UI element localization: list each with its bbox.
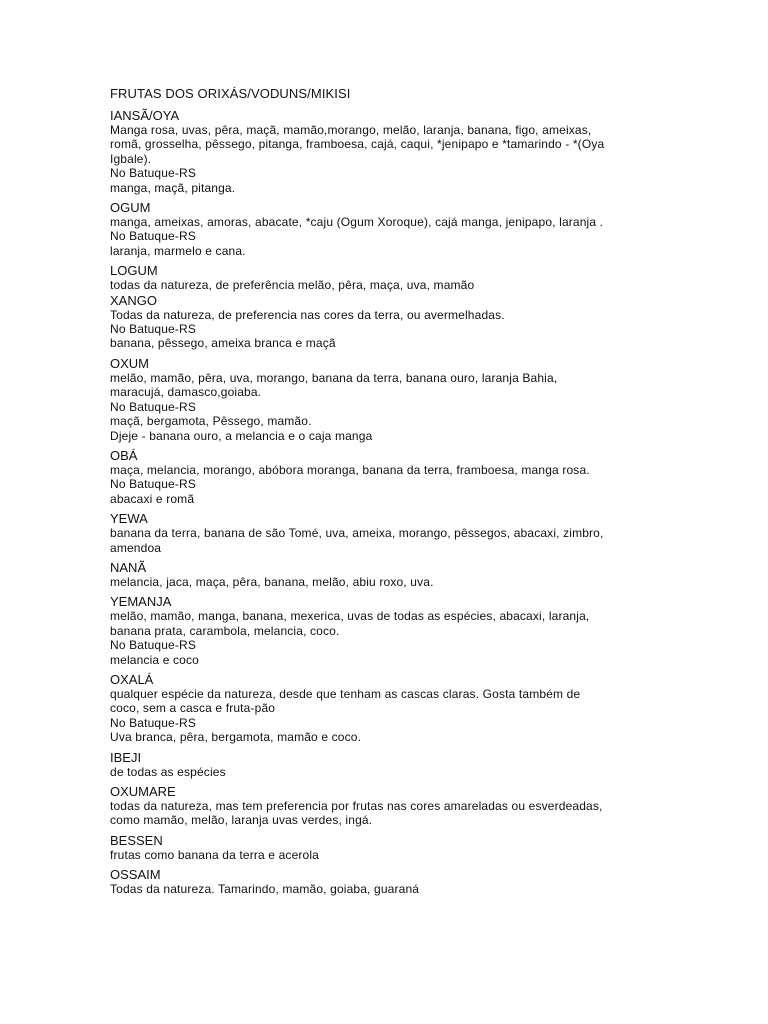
text-line: coco, sem a casca e fruta-pão <box>110 701 276 716</box>
text-line: melancia, jaca, maça, pêra, banana, melão, abiu roxo, uva. <box>110 574 434 589</box>
section-lines <box>110 765 708 779</box>
section-ians-oya <box>110 108 708 195</box>
section-heading: OBÁ <box>110 447 138 463</box>
text-line: todas da natureza, de preferência melão, pêra, maça, uva, mamão <box>110 278 475 293</box>
text-line: como mamão, melão, laranja uvas verdes, ingá. <box>110 813 373 828</box>
section-ogum <box>110 200 708 258</box>
section-heading: OSSAIM <box>110 867 161 883</box>
text-line: Uva branca, pêra, bergamota, mamão e coco. <box>110 730 362 745</box>
section-lines <box>110 278 708 292</box>
text-line: No Batuque-RS <box>110 399 196 414</box>
text-line: maçã, bergamota, Pêssego, mamão. <box>110 414 312 429</box>
text-line: melão, mamão, pêra, uva, morango, banana da terra, banana ouro, laranja Bahia, <box>110 370 558 385</box>
text-line: melão, mamão, manga, banana, mexerica, uvas de todas as espécies, abacaxi, laranja, <box>110 609 590 624</box>
text-line: banana, pêssego, ameixa branca e maçã <box>110 336 336 351</box>
text-line: de todas as espécies <box>110 764 226 779</box>
section-lines <box>110 123 708 195</box>
section-ossaim <box>110 867 708 896</box>
section-heading: BESSEN <box>110 832 163 848</box>
section-heading: NANÃ <box>110 559 147 575</box>
section-heading: IANSÃ/OYA <box>110 108 180 123</box>
section-heading: OXUMARE <box>110 784 176 799</box>
section-xango <box>110 293 708 351</box>
text-line: romã, grosselha, pêssego, pitanga, framboesa, cajá, caqui, *jenipapo e *tamarindo - *(Oya <box>110 137 605 152</box>
text-line: Igbale). <box>110 151 152 166</box>
text-line: Todas da natureza, de preferencia nas cores da terra, ou avermelhadas. <box>110 307 505 322</box>
text-line: No Batuque-RS <box>110 166 196 181</box>
section-heading: OXUM <box>110 355 149 371</box>
section-lines <box>110 799 708 828</box>
section-lines <box>110 526 708 555</box>
section-lines <box>110 575 708 589</box>
section-lines <box>110 371 708 443</box>
text-line: maça, melancia, morango, abóbora moranga, banana da terra, framboesa, manga rosa. <box>110 462 590 477</box>
section-oxum <box>110 356 708 443</box>
section-ob- <box>110 448 708 506</box>
section-lines <box>110 687 708 745</box>
section-oxal- <box>110 672 708 745</box>
document-title: FRUTAS DOS ORIXÁS/VODUNS/MIKISI <box>110 86 351 101</box>
section-lines <box>110 609 708 667</box>
text-line: melancia e coco <box>110 652 199 667</box>
text-line: maracujá, damasco,goiaba. <box>110 385 262 400</box>
text-line: No Batuque-RS <box>110 322 196 337</box>
text-line: Todas da natureza. Tamarindo, mamão, goiaba, guaraná <box>110 882 420 897</box>
section-heading: OGUM <box>110 200 151 216</box>
section-heading: YEWA <box>110 511 148 527</box>
text-line: banana prata, carambola, melancia, coco. <box>110 623 340 638</box>
section-heading: OXALÁ <box>110 671 154 687</box>
text-line: Djeje - banana ouro, a melancia e o caja manga <box>110 428 373 443</box>
text-line: Manga rosa, uvas, pêra, maçã, mamão,morango, melão, laranja, banana, figo, ameixas, <box>110 123 592 137</box>
text-line: todas da natureza, mas tem preferencia por frutas nas cores amareladas ou esverdeadas, <box>110 799 603 813</box>
section-ibeji <box>110 750 708 779</box>
text-line: No Batuque-RS <box>110 715 196 730</box>
section-yewa <box>110 511 708 555</box>
text-line: abacaxi e romã <box>110 491 195 506</box>
section-lines <box>110 215 708 258</box>
text-line: manga, ameixas, amoras, abacate, *caju (Ogum Xoroque), cajá manga, jenipapo, laranja . <box>110 215 604 230</box>
section-heading: YEMANJA <box>110 594 172 610</box>
text-line: amendoa <box>110 540 162 555</box>
text-line: laranja, marmelo e cana. <box>110 243 246 258</box>
section-bessen <box>110 833 708 862</box>
section-heading: XANGO <box>110 292 157 308</box>
section-heading: LOGUM <box>110 263 158 279</box>
text-line: No Batuque-RS <box>110 638 196 653</box>
text-line: No Batuque-RS <box>110 477 196 492</box>
section-logum <box>110 263 708 292</box>
text-line: qualquer espécie da natureza, desde que tenham as cascas claras. Gosta também de <box>110 686 581 701</box>
section-oxumare <box>110 784 708 828</box>
section-yemanja <box>110 594 708 667</box>
text-line: banana da terra, banana de são Tomé, uva, ameixa, morango, pêssegos, abacaxi, zimbro, <box>110 526 604 541</box>
section-lines <box>110 308 708 351</box>
section-lines <box>110 463 708 506</box>
sections-container <box>110 108 708 897</box>
section-lines <box>110 848 708 862</box>
section-lines <box>110 882 708 896</box>
section-nan- <box>110 560 708 589</box>
text-line: frutas como banana da terra e acerola <box>110 847 320 862</box>
section-heading: IBEJI <box>110 749 142 765</box>
text-line: manga, maçã, pitanga. <box>110 180 236 195</box>
text-line: No Batuque-RS <box>110 229 196 244</box>
